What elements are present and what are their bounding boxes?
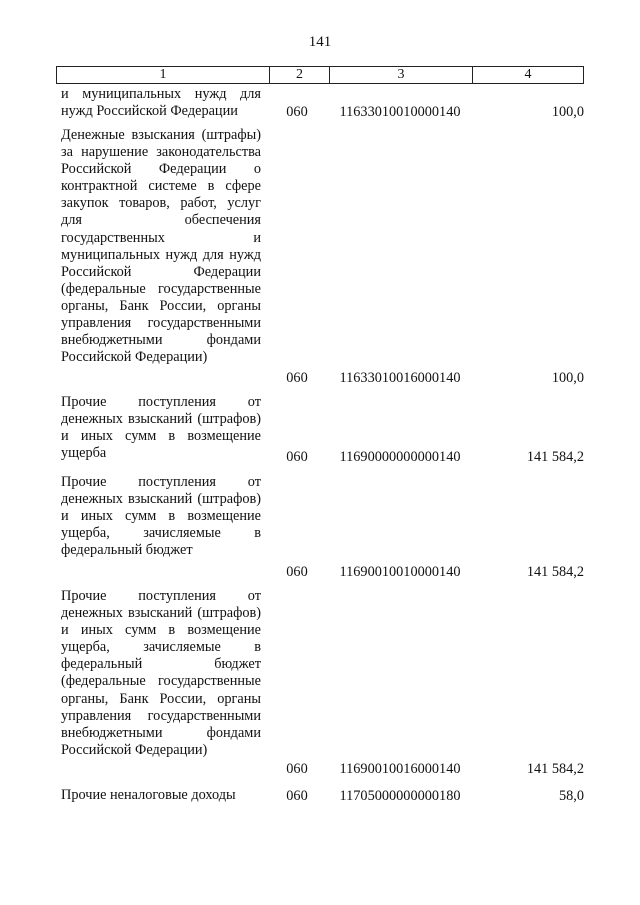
table-row [0, 86, 640, 121]
table-row [0, 127, 640, 387]
row-admin-code: 060 [286, 563, 308, 580]
row-classification-code: 11690010010000140 [339, 563, 461, 580]
row-description: Прочие неналоговые доходы [61, 787, 236, 803]
row-amount: 141 584,2 [526, 448, 584, 465]
row-description: Денежные взыскания (штрафы) за нарушение законодательства Российской Федерации о контрактной системе в сфере закупок товаров, работ, услуг для обеспечения государственных и муниципальных нужд для нужд Российской Федерации (федеральные государственные органы, Банк России, органы управления государственными внебюджетными фондами Российской Федерации) [61, 127, 261, 366]
header-col-3: 3 [397, 67, 405, 82]
row-description: Прочие поступления от денежных взысканий (штрафов) и иных сумм в возмещение ущерба, зачисляемые в федеральный бюджет (федеральные государственные органы, Банк России, органы управления государственными внебюджетными фондами Российской Федерации) [61, 588, 261, 758]
table-row [0, 588, 640, 778]
row-description: Прочие поступления от денежных взысканий (штрафов) и иных сумм в возмещение ущерба [61, 394, 261, 462]
table-row [0, 474, 640, 581]
row-classification-code: 11705000000000180 [339, 787, 461, 804]
row-classification-code: 11633010010000140 [339, 103, 461, 120]
row-amount: 100,0 [551, 103, 584, 120]
header-col-4: 4 [524, 67, 532, 82]
row-admin-code: 060 [286, 103, 308, 120]
row-admin-code: 060 [286, 369, 308, 386]
table-row [0, 394, 640, 466]
header-col-1: 1 [159, 67, 167, 82]
row-amount: 141 584,2 [526, 760, 584, 777]
row-admin-code: 060 [286, 760, 308, 777]
page-number: 141 [308, 34, 332, 50]
header-col-2: 2 [296, 67, 303, 82]
row-amount: 100,0 [551, 369, 584, 386]
row-classification-code: 11690000000000140 [339, 448, 461, 465]
row-classification-code: 11633010016000140 [339, 369, 461, 386]
table-header [56, 66, 584, 84]
row-amount: 58,0 [558, 787, 584, 804]
row-description: Прочие поступления от денежных взысканий (штрафов) и иных сумм в возмещение ущерба, зачисляемые в федеральный бюджет [61, 474, 261, 559]
row-description: и муниципальных нужд для нужд Российской Федерации [61, 86, 261, 120]
row-admin-code: 060 [286, 787, 308, 804]
row-amount: 141 584,2 [526, 563, 584, 580]
row-classification-code: 11690010016000140 [339, 760, 461, 777]
row-admin-code: 060 [286, 448, 308, 465]
table-row [0, 787, 640, 805]
